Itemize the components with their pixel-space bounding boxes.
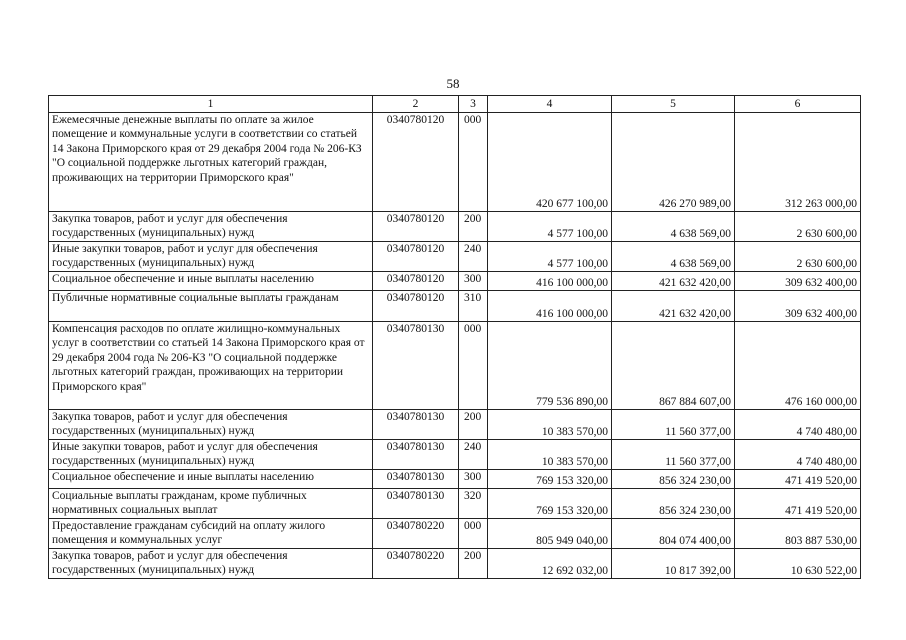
row-name: Публичные нормативные социальные выплаты гражданам	[49, 291, 373, 322]
row-amount-col6: 309 632 400,00	[735, 272, 861, 291]
row-amount-col4: 805 949 040,00	[488, 519, 612, 549]
row-amount-col4: 769 153 320,00	[488, 489, 612, 519]
row-name: Закупка товаров, работ и услуг для обеспечения государственных (муниципальных) нужд	[49, 549, 373, 579]
row-name: Социальные выплаты гражданам, кроме публичных нормативных социальных выплат	[49, 489, 373, 519]
row-amount-col6: 476 160 000,00	[735, 322, 861, 410]
row-type: 320	[459, 489, 488, 519]
row-amount-col5: 856 324 230,00	[612, 489, 735, 519]
row-amount-col4: 416 100 000,00	[488, 272, 612, 291]
row-type: 240	[459, 440, 488, 470]
row-name: Иные закупки товаров, работ и услуг для обеспечения государственных (муниципальных) нужд	[49, 242, 373, 272]
row-type: 200	[459, 410, 488, 440]
row-code: 0340780220	[373, 549, 459, 579]
row-amount-col6: 4 740 480,00	[735, 440, 861, 470]
header-col-4: 4	[488, 96, 612, 113]
header-col-3: 3	[459, 96, 488, 113]
row-code: 0340780130	[373, 410, 459, 440]
row-amount-col5: 426 270 989,00	[612, 113, 735, 212]
row-type: 200	[459, 212, 488, 242]
row-code: 0340780130	[373, 470, 459, 489]
row-type: 240	[459, 242, 488, 272]
row-amount-col5: 421 632 420,00	[612, 291, 735, 322]
table-row	[49, 212, 861, 242]
row-amount-col5: 804 074 400,00	[612, 519, 735, 549]
header-col-6: 6	[735, 96, 861, 113]
row-code: 0340780120	[373, 272, 459, 291]
row-code: 0340780120	[373, 291, 459, 322]
table-row	[49, 410, 861, 440]
row-type: 300	[459, 272, 488, 291]
row-amount-col4: 4 577 100,00	[488, 242, 612, 272]
table-row	[49, 242, 861, 272]
row-amount-col4: 10 383 570,00	[488, 440, 612, 470]
row-amount-col6: 10 630 522,00	[735, 549, 861, 579]
row-name: Закупка товаров, работ и услуг для обеспечения государственных (муниципальных) нужд	[49, 212, 373, 242]
row-code: 0340780120	[373, 212, 459, 242]
table-header-row	[49, 96, 861, 113]
row-name: Компенсация расходов по оплате жилищно-коммунальных услуг в соответствии со статьей 14 Закона Приморского края от 29 декабря 2004 года № 206-КЗ "О социальной поддержке льготных категорий граждан, проживающих на территории Приморского края"	[49, 322, 373, 410]
row-type: 000	[459, 322, 488, 410]
row-amount-col6: 309 632 400,00	[735, 291, 861, 322]
row-name: Закупка товаров, работ и услуг для обеспечения государственных (муниципальных) нужд	[49, 410, 373, 440]
row-type: 000	[459, 519, 488, 549]
row-amount-col4: 769 153 320,00	[488, 470, 612, 489]
row-amount-col6: 471 419 520,00	[735, 470, 861, 489]
row-code: 0340780120	[373, 113, 459, 212]
row-amount-col5: 11 560 377,00	[612, 410, 735, 440]
row-amount-col6: 803 887 530,00	[735, 519, 861, 549]
row-code: 0340780130	[373, 322, 459, 410]
row-amount-col6: 471 419 520,00	[735, 489, 861, 519]
row-amount-col6: 4 740 480,00	[735, 410, 861, 440]
row-amount-col5: 4 638 569,00	[612, 242, 735, 272]
row-code: 0340780120	[373, 242, 459, 272]
row-type: 200	[459, 549, 488, 579]
row-amount-col4: 4 577 100,00	[488, 212, 612, 242]
row-amount-col6: 2 630 600,00	[735, 212, 861, 242]
row-name: Предоставление гражданам субсидий на оплату жилого помещения и коммунальных услуг	[49, 519, 373, 549]
header-col-5: 5	[612, 96, 735, 113]
row-amount-col4: 10 383 570,00	[488, 410, 612, 440]
table-row	[49, 291, 861, 322]
budget-table	[48, 95, 861, 579]
row-name: Социальное обеспечение и иные выплаты населению	[49, 272, 373, 291]
row-amount-col5: 421 632 420,00	[612, 272, 735, 291]
row-type: 300	[459, 470, 488, 489]
row-amount-col4: 416 100 000,00	[488, 291, 612, 322]
row-type: 310	[459, 291, 488, 322]
row-name: Ежемесячные денежные выплаты по оплате за жилое помещение и коммунальные услуги в соответствии со статьей 14 Закона Приморского края от 29 декабря 2004 года № 206-КЗ "О социальной поддержке льготных категорий граждан, проживающих на территории Приморского края"	[49, 113, 373, 212]
row-amount-col4: 12 692 032,00	[488, 549, 612, 579]
row-code: 0340780220	[373, 519, 459, 549]
row-code: 0340780130	[373, 440, 459, 470]
row-name: Социальное обеспечение и иные выплаты населению	[49, 470, 373, 489]
row-name: Иные закупки товаров, работ и услуг для обеспечения государственных (муниципальных) нужд	[49, 440, 373, 470]
table-row	[49, 470, 861, 489]
table-row	[49, 272, 861, 291]
row-amount-col5: 867 884 607,00	[612, 322, 735, 410]
table-row	[49, 519, 861, 549]
row-amount-col4: 779 536 890,00	[488, 322, 612, 410]
row-amount-col5: 4 638 569,00	[612, 212, 735, 242]
row-amount-col5: 11 560 377,00	[612, 440, 735, 470]
row-amount-col6: 2 630 600,00	[735, 242, 861, 272]
table-row	[49, 113, 861, 212]
row-code: 0340780130	[373, 489, 459, 519]
row-type: 000	[459, 113, 488, 212]
table-row	[49, 322, 861, 410]
table-row	[49, 489, 861, 519]
row-amount-col6: 312 263 000,00	[735, 113, 861, 212]
row-amount-col5: 856 324 230,00	[612, 470, 735, 489]
header-col-1: 1	[49, 96, 373, 113]
row-amount-col5: 10 817 392,00	[612, 549, 735, 579]
header-col-2: 2	[373, 96, 459, 113]
table-row	[49, 549, 861, 579]
row-amount-col4: 420 677 100,00	[488, 113, 612, 212]
table-row	[49, 440, 861, 470]
page-number: 58	[446, 76, 460, 91]
